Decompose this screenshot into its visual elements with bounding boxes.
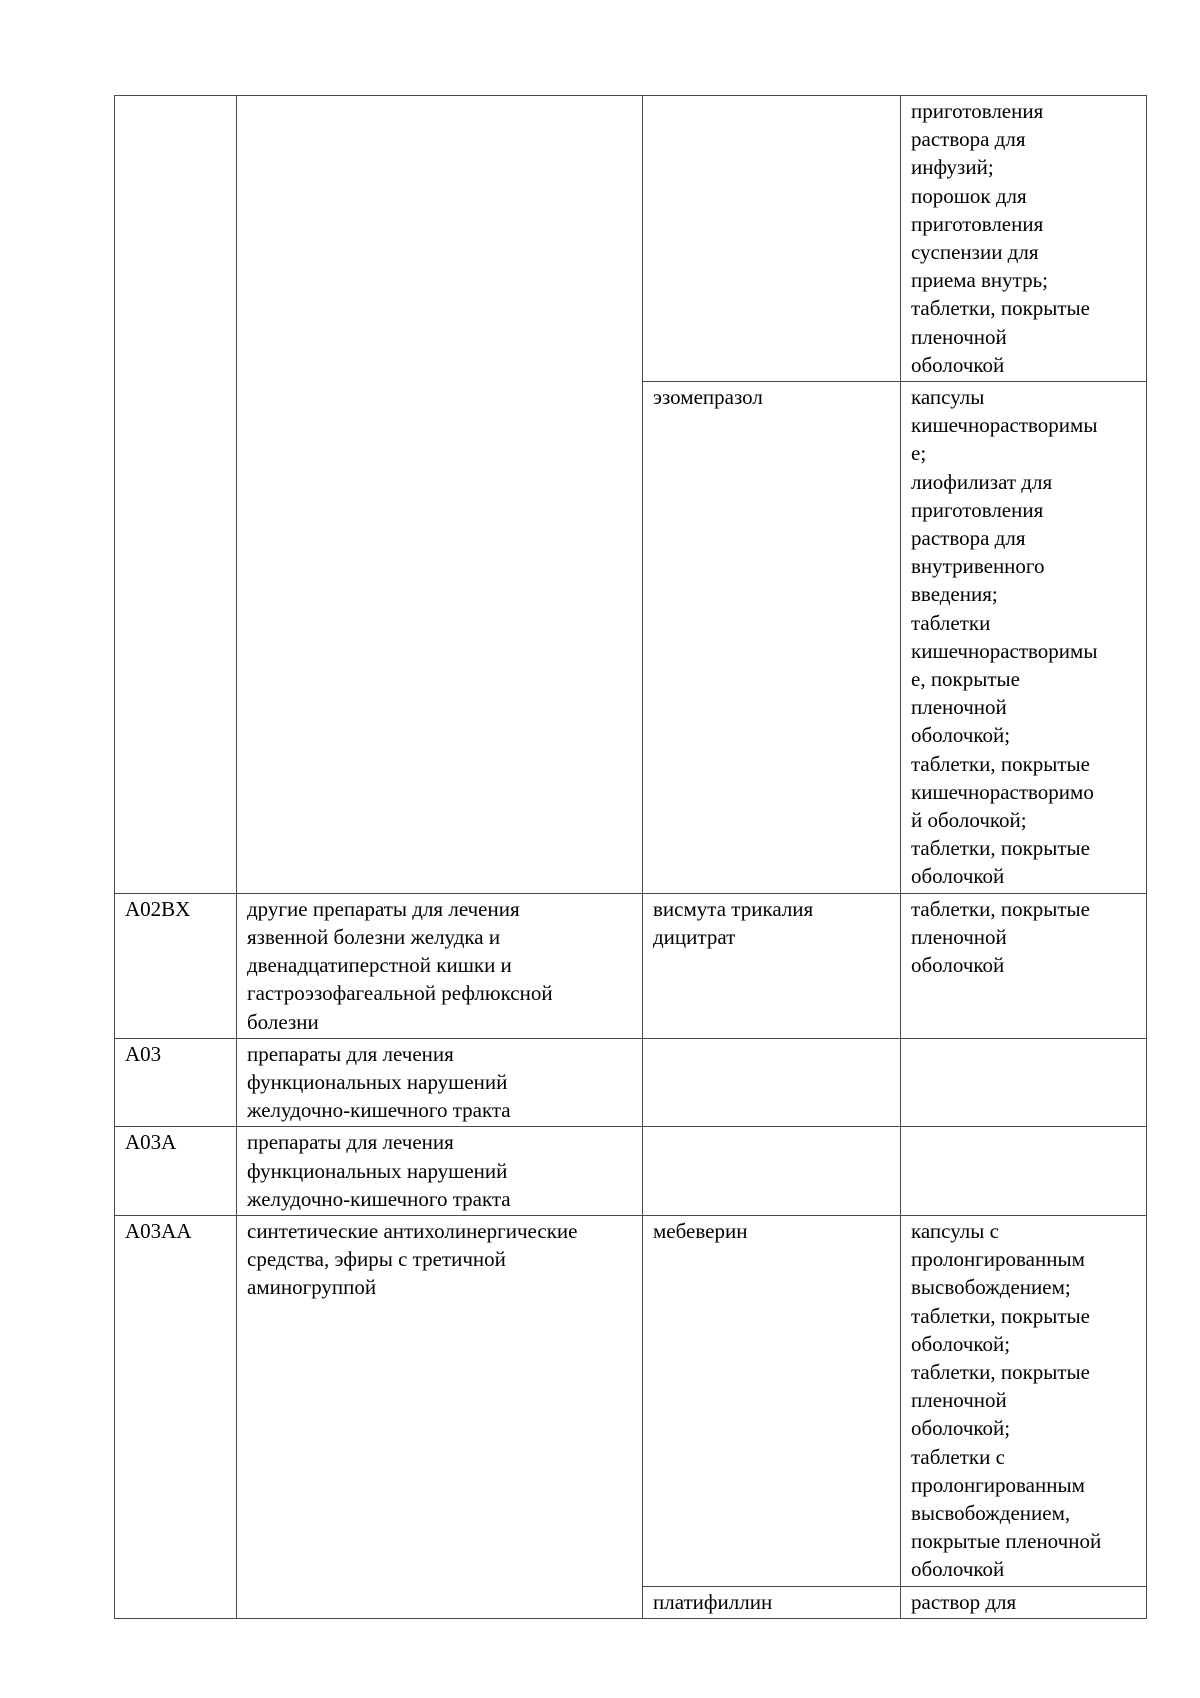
table-row [115, 1127, 1147, 1216]
drug-name-cell: платифиллин [643, 1586, 901, 1618]
atc-code-cell: A03 [115, 1038, 237, 1127]
atc-code-cell: A02BX [115, 893, 237, 1038]
atc-code-cell [115, 96, 237, 894]
dosage-form-cell: капсулы кишечнорастворимы е; лиофилизат для приготовления раствора для внутривенного введения; таблетки кишечнорастворимы е, покрытые пленочной оболочкой; таблетки, покрытые кишечнорастворимо й оболочкой; таблетки, покрытые оболочкой [901, 382, 1147, 894]
table-row [115, 96, 1147, 382]
drug-name-cell: мебеверин [643, 1215, 901, 1586]
pharmacological-group-cell: препараты для лечения функциональных нарушений желудочно-кишечного тракта [237, 1038, 643, 1127]
dosage-form-cell: капсулы с пролонгированным высвобождением; таблетки, покрытые оболочкой; таблетки, покрытые пленочной оболочкой; таблетки с пролонгированным высвобождением, покрытые пленочной оболочкой [901, 1215, 1147, 1586]
atc-code-cell: A03AA [115, 1215, 237, 1618]
pharmacological-group-cell [237, 96, 643, 894]
drug-classification-table [114, 95, 1147, 1619]
dosage-form-cell: раствор для [901, 1586, 1147, 1618]
dosage-form-cell [901, 1038, 1147, 1127]
dosage-form-cell: таблетки, покрытые пленочной оболочкой [901, 893, 1147, 1038]
drug-name-cell: эзомепразол [643, 382, 901, 894]
pharmacological-group-cell: препараты для лечения функциональных нарушений желудочно-кишечного тракта [237, 1127, 643, 1216]
pharmacological-group-cell: другие препараты для лечения язвенной болезни желудка и двенадцатиперстной кишки и гастроэзофагеальной рефлюксной болезни [237, 893, 643, 1038]
dosage-form-cell [901, 1127, 1147, 1216]
table-row [115, 1038, 1147, 1127]
atc-code-cell: A03A [115, 1127, 237, 1216]
drug-name-cell [643, 1038, 901, 1127]
drug-name-cell [643, 96, 901, 382]
table-row [115, 1215, 1147, 1586]
dosage-form-cell: приготовления раствора для инфузий; порошок для приготовления суспензии для приема внутрь; таблетки, покрытые пленочной оболочкой [901, 96, 1147, 382]
drug-name-cell [643, 1127, 901, 1216]
table-row [115, 893, 1147, 1038]
drug-name-cell: висмута трикалия дицитрат [643, 893, 901, 1038]
pharmacological-group-cell: синтетические антихолинергические средства, эфиры с третичной аминогруппой [237, 1215, 643, 1618]
